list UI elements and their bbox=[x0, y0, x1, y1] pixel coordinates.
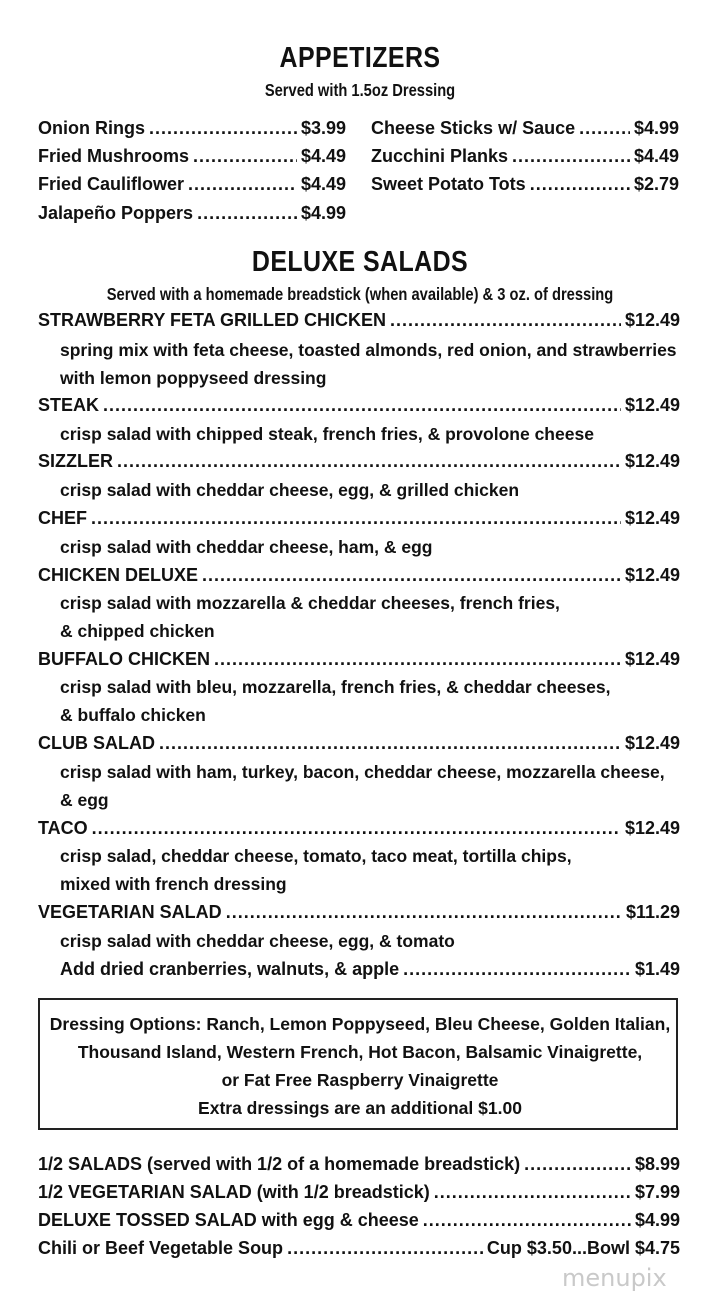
salads-title: DELUXE SALADS bbox=[251, 246, 469, 278]
salad-description: crisp salad with ham, turkey, bacon, cheddar cheese, mozzarella cheese, bbox=[60, 762, 665, 782]
appetizers-title: APPETIZERS bbox=[279, 42, 441, 74]
dressing-line: or Fat Free Raspberry Vinaigrette bbox=[221, 1070, 499, 1090]
salad-item: CHICKEN DELUXE ..... $12.49 bbox=[38, 565, 680, 586]
salad-item: VEGETARIAN SALAD ..... $11.29 bbox=[38, 902, 680, 923]
bottom-item: Chili or Beef Vegetable Soup ..... Cup $3.50...Bowl $4.75 bbox=[38, 1238, 680, 1259]
dressing-options-box bbox=[38, 998, 678, 1130]
appetizer-item: Fried Mushrooms ..... $4.49 bbox=[38, 146, 346, 167]
salad-item: STRAWBERRY FETA GRILLED CHICKEN ..... $12.49 bbox=[38, 310, 680, 331]
dressing-line: Extra dressings are an additional $1.00 bbox=[198, 1098, 522, 1118]
dressing-line: Thousand Island, Western French, Hot Bacon, Balsamic Vinaigrette, bbox=[77, 1042, 643, 1062]
salad-description: crisp salad with cheddar cheese, ham, & egg bbox=[60, 537, 433, 557]
salad-description: crisp salad with bleu, mozzarella, french fries, & cheddar cheeses, bbox=[60, 677, 611, 697]
salad-description: with lemon poppyseed dressing bbox=[60, 368, 327, 388]
appetizer-item: Jalapeño Poppers ..... $4.99 bbox=[38, 203, 346, 224]
salads-subtitle: Served with a homemade breadstick (when available) & 3 oz. of dressing bbox=[106, 284, 614, 304]
salad-item: CHEF ..... $12.49 bbox=[38, 508, 680, 529]
bottom-item: 1/2 VEGETARIAN SALAD (with 1/2 breadstick) ..... $7.99 bbox=[38, 1182, 680, 1203]
appetizer-item: Fried Cauliflower ..... $4.49 bbox=[38, 174, 346, 195]
bottom-item: 1/2 SALADS (served with 1/2 of a homemade breadstick) ..... $8.99 bbox=[38, 1154, 680, 1175]
salad-item: CLUB SALAD ..... $12.49 bbox=[38, 733, 680, 754]
salad-description: & egg bbox=[60, 790, 109, 810]
salad-item: TACO ..... $12.49 bbox=[38, 818, 680, 839]
salad-description: & chipped chicken bbox=[60, 621, 215, 641]
salad-description: crisp salad, cheddar cheese, tomato, taco meat, tortilla chips, bbox=[60, 846, 572, 866]
menupix-watermark: menupix bbox=[562, 1264, 667, 1292]
salad-description: mixed with french dressing bbox=[60, 874, 287, 894]
salad-description: crisp salad with mozzarella & cheddar cheeses, french fries, bbox=[60, 593, 560, 613]
appetizers-subtitle: Served with 1.5oz Dressing bbox=[264, 80, 456, 100]
salad-item: STEAK ..... $12.49 bbox=[38, 395, 680, 416]
salad-description: crisp salad with cheddar cheese, egg, & grilled chicken bbox=[60, 480, 520, 500]
bottom-item: DELUXE TOSSED SALAD with egg & cheese ..... $4.99 bbox=[38, 1210, 680, 1231]
dressing-line: Dressing Options: Ranch, Lemon Poppyseed, Bleu Cheese, Golden Italian, bbox=[49, 1014, 671, 1034]
appetizer-item: Cheese Sticks w/ Sauce ..... $4.99 bbox=[371, 118, 679, 139]
salad-description: & buffalo chicken bbox=[60, 705, 206, 725]
salad-item: BUFFALO CHICKEN ..... $12.49 bbox=[38, 649, 680, 670]
appetizer-item: Onion Rings ..... $3.99 bbox=[38, 118, 346, 139]
appetizer-item: Zucchini Planks ..... $4.49 bbox=[371, 146, 679, 167]
salad-description: crisp salad with cheddar cheese, egg, & tomato bbox=[60, 931, 455, 951]
salad-description: crisp salad with chipped steak, french fries, & provolone cheese bbox=[60, 424, 594, 444]
appetizer-item: Sweet Potato Tots ..... $2.79 bbox=[371, 174, 679, 195]
salad-description: spring mix with feta cheese, toasted almonds, red onion, and strawberries bbox=[60, 340, 677, 360]
addon-item: Add dried cranberries, walnuts, & apple ..... $1.49 bbox=[60, 959, 680, 980]
salad-item: SIZZLER ..... $12.49 bbox=[38, 451, 680, 472]
